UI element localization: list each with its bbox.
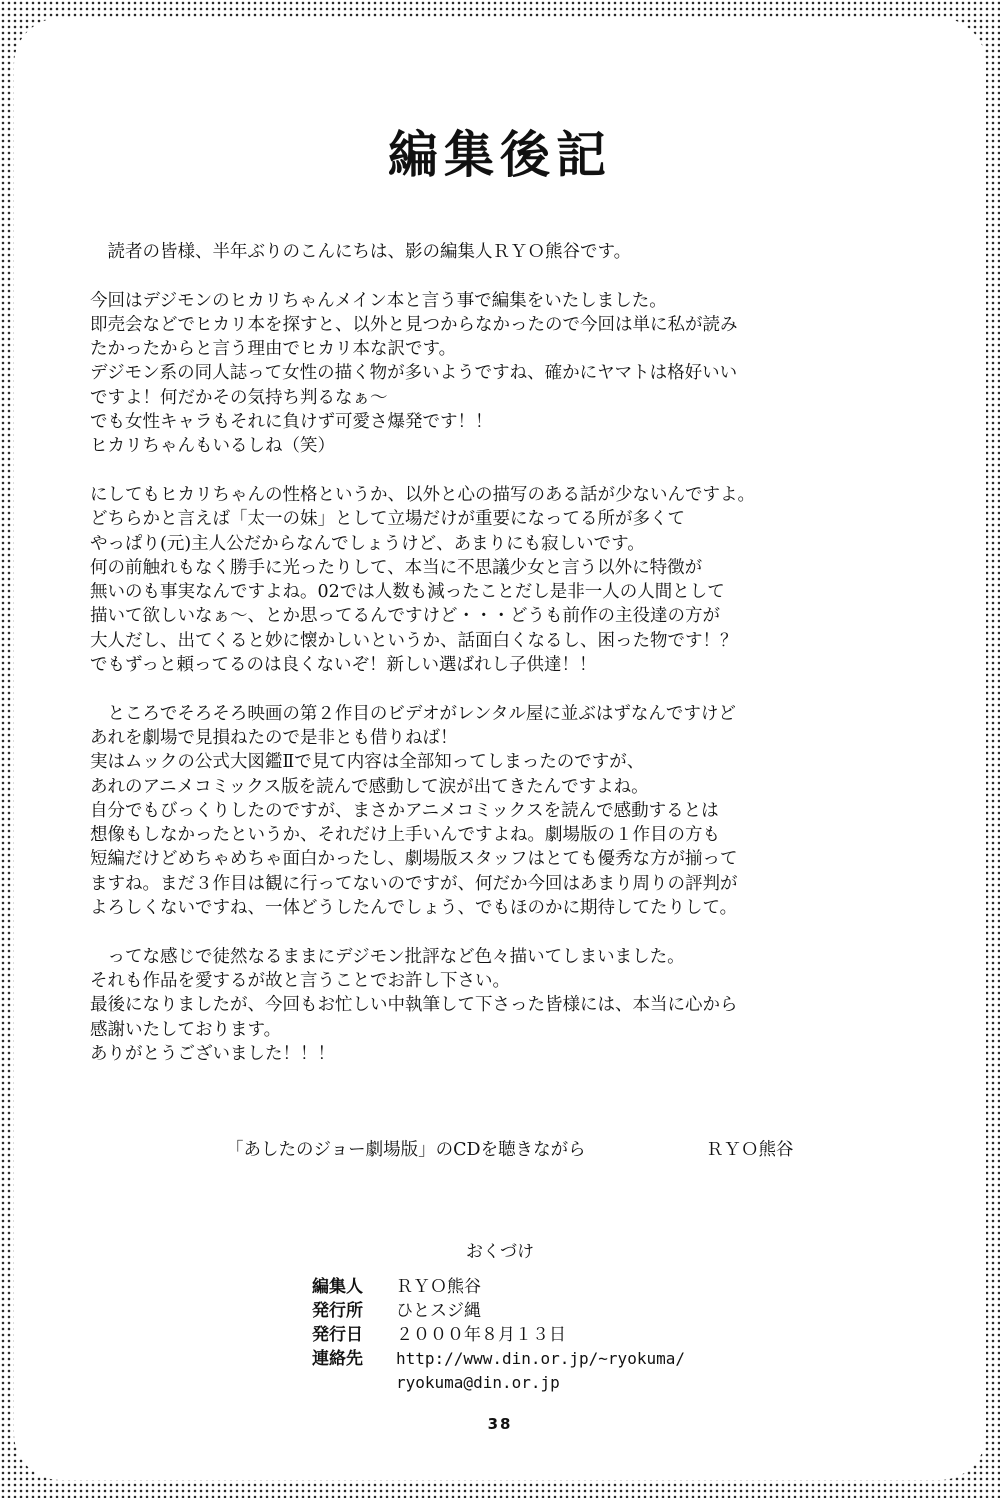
text-line: 大人だし、出てくると妙に懐かしいというか、話面白くなるし、困った物です！？ bbox=[90, 630, 738, 651]
colophon-row-contact bbox=[312, 1347, 685, 1371]
text-line: たかったからと言う理由でヒカリ本な訳です。 bbox=[90, 339, 457, 360]
colophon bbox=[312, 1275, 685, 1395]
text-line: 自分でもびっくりしたのですが、まさかアニメコミックスを読んで感動するとは bbox=[90, 800, 719, 821]
text-line: ヒカリちゃんもいるしね（笑） bbox=[90, 436, 335, 457]
colophon-row-date bbox=[312, 1323, 685, 1347]
text-line: でも女性キャラもそれに負けず可愛さ爆発です！！ bbox=[90, 412, 493, 433]
text-line: 最後になりましたが、今回もお忙しい中執筆して下さった皆様には、本当に心から bbox=[90, 995, 738, 1016]
text-line: 何の前触れもなく勝手に光ったりして、本当に不思議少女と言う以外に特徴が bbox=[90, 557, 703, 578]
text-line: 読者の皆様、半年ぶりのこんにちは、影の編集人ＲＹＯ熊谷です。 bbox=[90, 242, 632, 262]
date-label: 発行日 bbox=[312, 1325, 363, 1345]
signature-author: ＲＹＯ熊谷 bbox=[706, 1140, 794, 1160]
text-line: それも作品を愛するが故と言うことでお許し下さい。 bbox=[90, 970, 510, 991]
colophon-row-editor bbox=[312, 1275, 685, 1299]
text-line: やっぱり(元)主人公だからなんでしょうけど、あまりにも寂しいです。 bbox=[90, 533, 645, 554]
text-line: デジモン系の同人誌って女性の描く物が多いようですね、確かにヤマトは格好いい bbox=[90, 363, 738, 384]
text-line: あれを劇場で見損ねたので是非とも借りねば！ bbox=[90, 727, 458, 748]
text-line: でもずっと頼ってるのは良くないぞ！新しい選ばれし子供達！！ bbox=[90, 655, 597, 676]
afterword-body bbox=[90, 240, 870, 1090]
paragraph bbox=[90, 289, 870, 459]
text-line: 短編だけどめちゃめちゃ面白かったし、劇場版スタッフはとても優秀な方が揃って bbox=[90, 849, 738, 870]
editor-label: 編集人 bbox=[312, 1277, 363, 1297]
publisher-label: 発行所 bbox=[312, 1301, 363, 1321]
text-line: ってな感じで徒然なるままにデジモン批評など色々描いてしまいました。 bbox=[90, 946, 685, 967]
page-number: 38 bbox=[487, 1415, 513, 1433]
colophon-row-publisher bbox=[312, 1299, 685, 1323]
text-line: にしてもヒカリちゃんの性格というか、以外と心の描写のある話が少ないんですよ。 bbox=[90, 484, 755, 505]
paragraph bbox=[90, 240, 870, 264]
text-line: 即売会などでヒカリ本を探すと、以外と見つからなかったので今回は単に私が読み bbox=[90, 314, 738, 335]
text-line: 感謝いたしております。 bbox=[90, 1019, 282, 1040]
contact-label: 連絡先 bbox=[312, 1349, 363, 1369]
signature bbox=[0, 1136, 1000, 1166]
signature-caption: 「あしたのジョー劇場版」のCDを聴きながら bbox=[226, 1140, 586, 1160]
text-line: あれのアニメコミックス版を読んで感動して涙が出てきたんですよね。 bbox=[90, 776, 649, 797]
paragraph bbox=[90, 483, 870, 677]
publisher-value: ひとスジ縄 bbox=[396, 1301, 481, 1321]
text-line: よろしくないですね、一体どうしたんでしょう、でもほのかに期待してたりして。 bbox=[90, 898, 738, 919]
contact-email[interactable]: ryokuma@din.or.jp bbox=[396, 1373, 560, 1392]
text-line: 今回はデジモンのヒカリちゃんメイン本と言う事で編集をいたしました。 bbox=[90, 290, 667, 311]
date-value: ２０００年８月１３日 bbox=[396, 1325, 566, 1345]
text-line: ますね。まだ３作目は観に行ってないのですが、何だか今回はあまり周りの評判が bbox=[90, 873, 738, 894]
text-line: 無いのも事実なんですよね。02では人数も減ったことだし是非一人の人間として bbox=[90, 582, 725, 603]
text-line: ありがとうございました！！！ bbox=[90, 1043, 335, 1064]
text-line: 実はムックの公式大図鑑Ⅱで見て内容は全部知ってしまったのですが、 bbox=[90, 752, 645, 773]
page-title: 編集後記 bbox=[388, 126, 612, 184]
colophon-row-email bbox=[312, 1371, 685, 1395]
paragraph bbox=[90, 945, 870, 1066]
paragraph bbox=[90, 702, 870, 921]
editor-value: ＲＹＯ熊谷 bbox=[396, 1277, 481, 1297]
colophon-heading: おくづけ bbox=[466, 1242, 534, 1262]
text-line: 想像もしなかったというか、それだけ上手いんですよね。劇場版の１作目の方も bbox=[90, 825, 720, 846]
text-line: ところでそろそろ映画の第２作目のビデオがレンタル屋に並ぶはずなんですけど bbox=[90, 703, 736, 724]
text-line: どちらかと言えば「太一の妹」として立場だけが重要になってる所が多くて bbox=[90, 509, 685, 530]
text-line: 描いて欲しいなぁ～、とか思ってるんですけど・・・どうも前作の主役達の方が bbox=[90, 606, 720, 627]
contact-url[interactable]: http://www.din.or.jp/~ryokuma/ bbox=[396, 1349, 685, 1368]
text-line: ですよ！何だかその気持ち判るなぁ～ bbox=[90, 387, 388, 408]
